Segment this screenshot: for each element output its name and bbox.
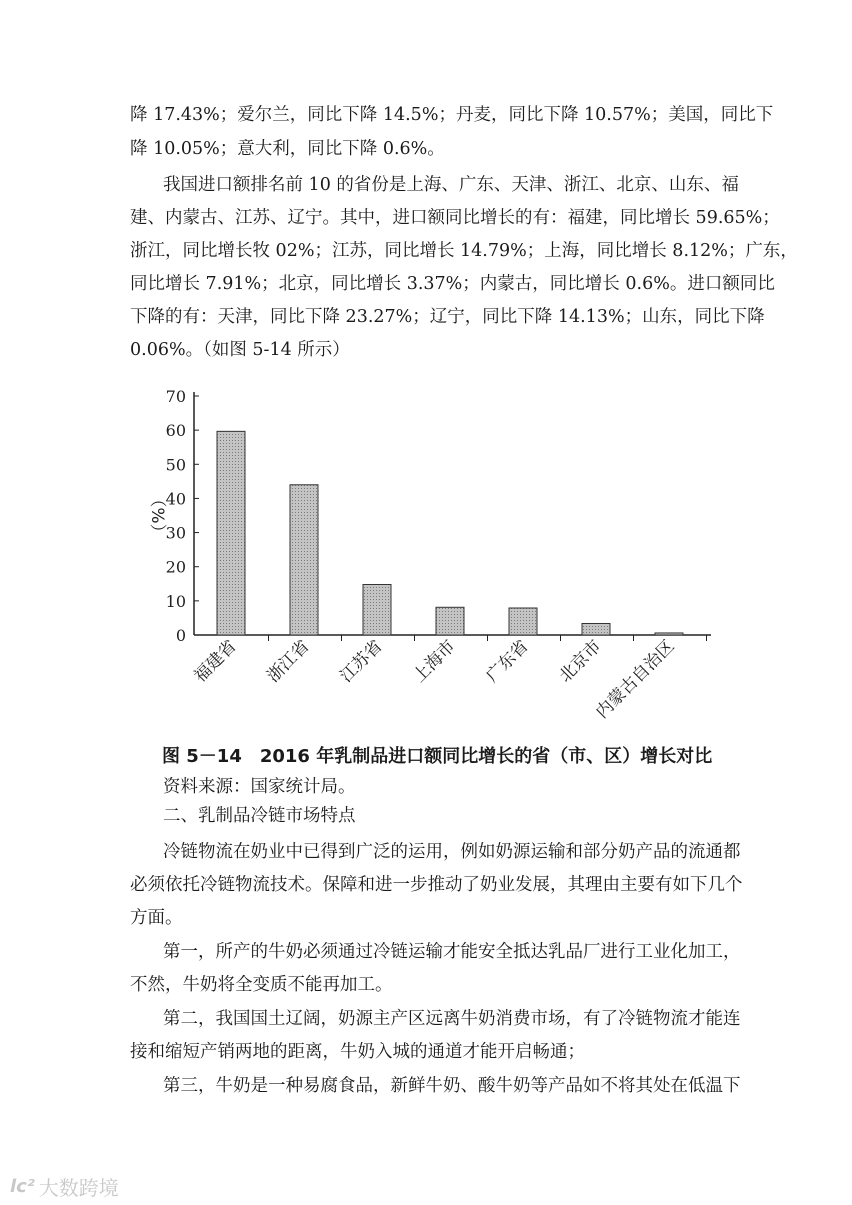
x-tick-label: 浙江省 <box>263 636 314 687</box>
x-tick-label: 福建省 <box>190 636 241 687</box>
source-note: 资料来源：国家统计局。 <box>163 777 356 797</box>
y-axis-label: （%） <box>147 490 167 541</box>
text-line: 我国进口额排名前 10 的省份是上海、广东、天津、浙江、北京、山东、福 <box>163 175 739 195</box>
bar <box>217 431 245 635</box>
x-tick-label: 广东省 <box>482 636 533 687</box>
figure-caption: 图 5－14 2016 年乳制品进口额同比增长的省（市、区）增长对比 <box>162 746 713 767</box>
x-tick-label: 江苏省 <box>336 636 387 687</box>
y-tick-label: 20 <box>165 557 186 577</box>
x-tick-label: 北京市 <box>555 636 606 687</box>
y-tick-label: 40 <box>165 489 186 509</box>
bar-chart <box>130 380 720 740</box>
y-tick-label: 0 <box>175 626 186 645</box>
y-tick-label: 70 <box>165 387 186 406</box>
text-line: 冷链物流在奶业中已得到广泛的运用，例如奶源运输和部分奶产品的流通都 <box>163 842 741 862</box>
bar <box>436 607 464 635</box>
y-tick-label: 60 <box>165 421 186 441</box>
text-line: 建、内蒙古、江苏、辽宁。其中，进口额同比增长的有：福建，同比增长 59.65%； <box>130 208 780 228</box>
section-heading: 二、乳制品冷链市场特点 <box>163 806 356 826</box>
text-line: 0.06%。（如图 5-14 所示） <box>130 340 350 360</box>
text-line: 第二，我国国土辽阔，奶源主产区远离牛奶消费市场，有了冷链物流才能连 <box>163 1009 741 1029</box>
text-line: 浙江，同比增长牧 02%；江苏，同比增长 14.79%；上海，同比增长 8.12%；广东， <box>130 241 798 261</box>
bar <box>363 585 391 635</box>
watermark-logo-icon: lc² <box>10 1176 35 1197</box>
text-line: 下降的有：天津，同比下降 23.27%；辽宁，同比下降 14.13%；山东，同比下降 <box>130 307 765 327</box>
text-line: 接和缩短产销两地的距离，牛奶入城的通道才能开启畅通； <box>130 1042 585 1062</box>
x-tick-label: 内蒙古自治区 <box>592 636 679 723</box>
text-line: 降 10.05%；意大利，同比下降 0.6%。 <box>130 139 445 159</box>
bar <box>655 633 683 635</box>
y-tick-label: 50 <box>165 455 186 475</box>
text-line: 方面。 <box>130 908 183 928</box>
watermark-text: 大数跨境 <box>38 1176 119 1200</box>
watermark <box>10 1172 119 1201</box>
text-line: 第三，牛奶是一种易腐食品，新鲜牛奶、酸牛奶等产品如不将其处在低温下 <box>163 1076 741 1096</box>
x-tick-label: 上海市 <box>409 636 460 687</box>
bar <box>582 623 610 635</box>
text-line: 同比增长 7.91%；北京，同比增长 3.37%；内蒙古，同比增长 0.6%。进口额同比 <box>130 274 775 294</box>
text-line: 降 17.43%；爱尔兰，同比下降 14.5%；丹麦，同比下降 10.57%；美国，同比下 <box>130 105 774 125</box>
text-line: 必须依托冷链物流技术。保障和进一步推动了奶业发展，其理由主要有如下几个 <box>130 875 743 895</box>
bar <box>509 608 537 635</box>
text-line: 不然，牛奶将全变质不能再加工。 <box>130 975 393 995</box>
bar <box>290 485 318 635</box>
y-tick-label: 10 <box>165 591 186 611</box>
text-line: 第一，所产的牛奶必须通过冷链运输才能安全抵达乳品厂进行工业化加工， <box>163 942 741 962</box>
y-tick-label: 30 <box>165 523 186 543</box>
